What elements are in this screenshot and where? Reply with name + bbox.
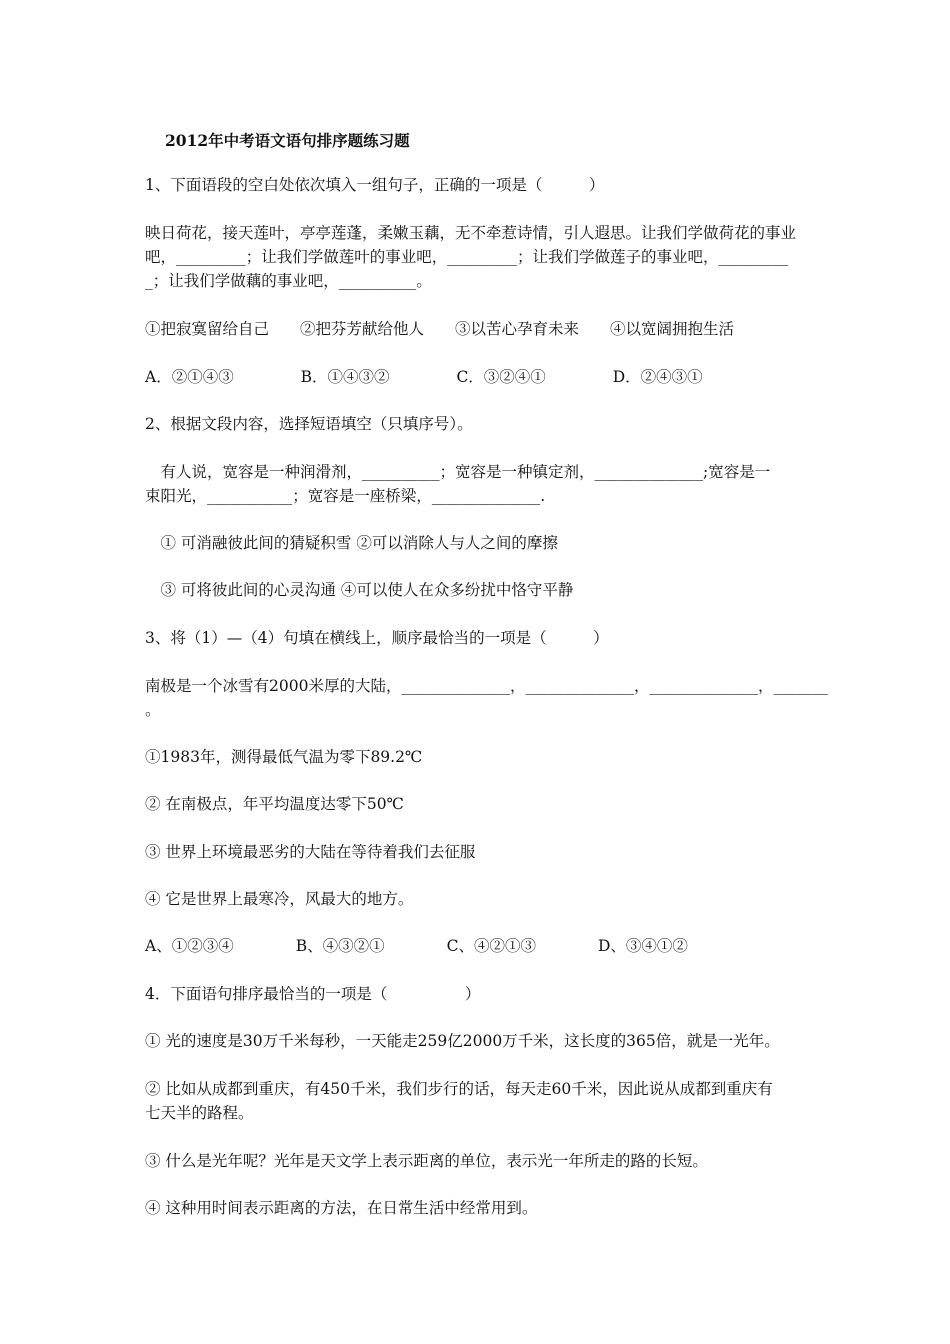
q4-item-2-line: ② 比如从成都到重庆，有450千米，我们步行的话，每天走60千米，因此说从成都到重庆有 [145,1080,773,1098]
q1-answers: A．②①④③ B．①④③② C．③②④① D．②④③① [145,368,703,386]
q3-item-4: ④ 它是世界上最寒冷，风最大的地方。 [145,890,414,908]
q1-passage-line: _；让我们学做藕的事业吧，__________。 [145,272,432,290]
q1-stem: 1、下面语段的空白处依次填入一组句子，正确的一项是（ ） [145,176,605,194]
document-title: 2012年中考语文语句排序题练习题 [165,131,410,150]
q3-item-1: ①1983年，测得最低气温为零下89.2℃ [145,748,423,766]
q4-item-4: ④ 这种用时间表示距离的方法，在日常生活中经常用到。 [145,1199,538,1217]
q2-stem: 2、根据文段内容，选择短语填空（只填序号）。 [145,415,473,433]
q3-passage-line: 。 [145,701,161,719]
q2-options-line: ① 可消融彼此间的猜疑积雪 ②可以消除人与人之间的摩擦 [145,534,558,552]
q1-passage-line: 映日荷花，接天莲叶，亭亭莲蓬，柔嫩玉藕，无不牵惹诗情，引人遐思。让我们学做荷花的事业 [145,224,797,242]
q2-passage-line: 有人说，宽容是一种润滑剂，__________；宽容是一种镇定剂，______________;宽容是一 [145,463,771,481]
q4-item-1: ① 光的速度是30万千米每秒，一天能走259亿2000万千米，这长度的365倍，就是一光年。 [145,1032,780,1050]
q3-item-3: ③ 世界上环境最恶劣的大陆在等待着我们去征服 [145,843,476,861]
q4-item-3: ③ 什么是光年呢？光年是天文学上表示距离的单位，表示光一年所走的路的长短。 [145,1152,708,1170]
q3-passage-line: 南极是一个冰雪有2000米厚的大陆，______________，______________，______________，_______ [145,677,828,695]
q4-item-2-line: 七天半的路程。 [145,1104,254,1122]
q2-passage-line: 束阳光，___________；宽容是一座桥梁，______________. [145,487,546,505]
q1-options: ①把寂寞留给自己 ②把芬芳献给他人 ③以苦心孕育未来 ④以宽阔拥抱生活 [145,320,735,338]
q3-stem: 3、将（1）—（4）句填在横线上，顺序最恰当的一项是（ ） [145,629,609,647]
q3-answers: A、①②③④ B、④③②① C、④②①③ D、③④①② [145,937,688,955]
q2-options-line: ③ 可将彼此间的心灵沟通 ④可以使人在众多纷扰中恪守平静 [145,581,574,599]
q1-passage-line: 吧，_________；让我们学做莲叶的事业吧，_________；让我们学做莲子的事业吧，_________ [145,248,789,266]
q3-item-2: ② 在南极点，年平均温度达零下50℃ [145,795,404,813]
q4-stem: 4．下面语句排序最恰当的一项是（ ） [145,985,481,1003]
